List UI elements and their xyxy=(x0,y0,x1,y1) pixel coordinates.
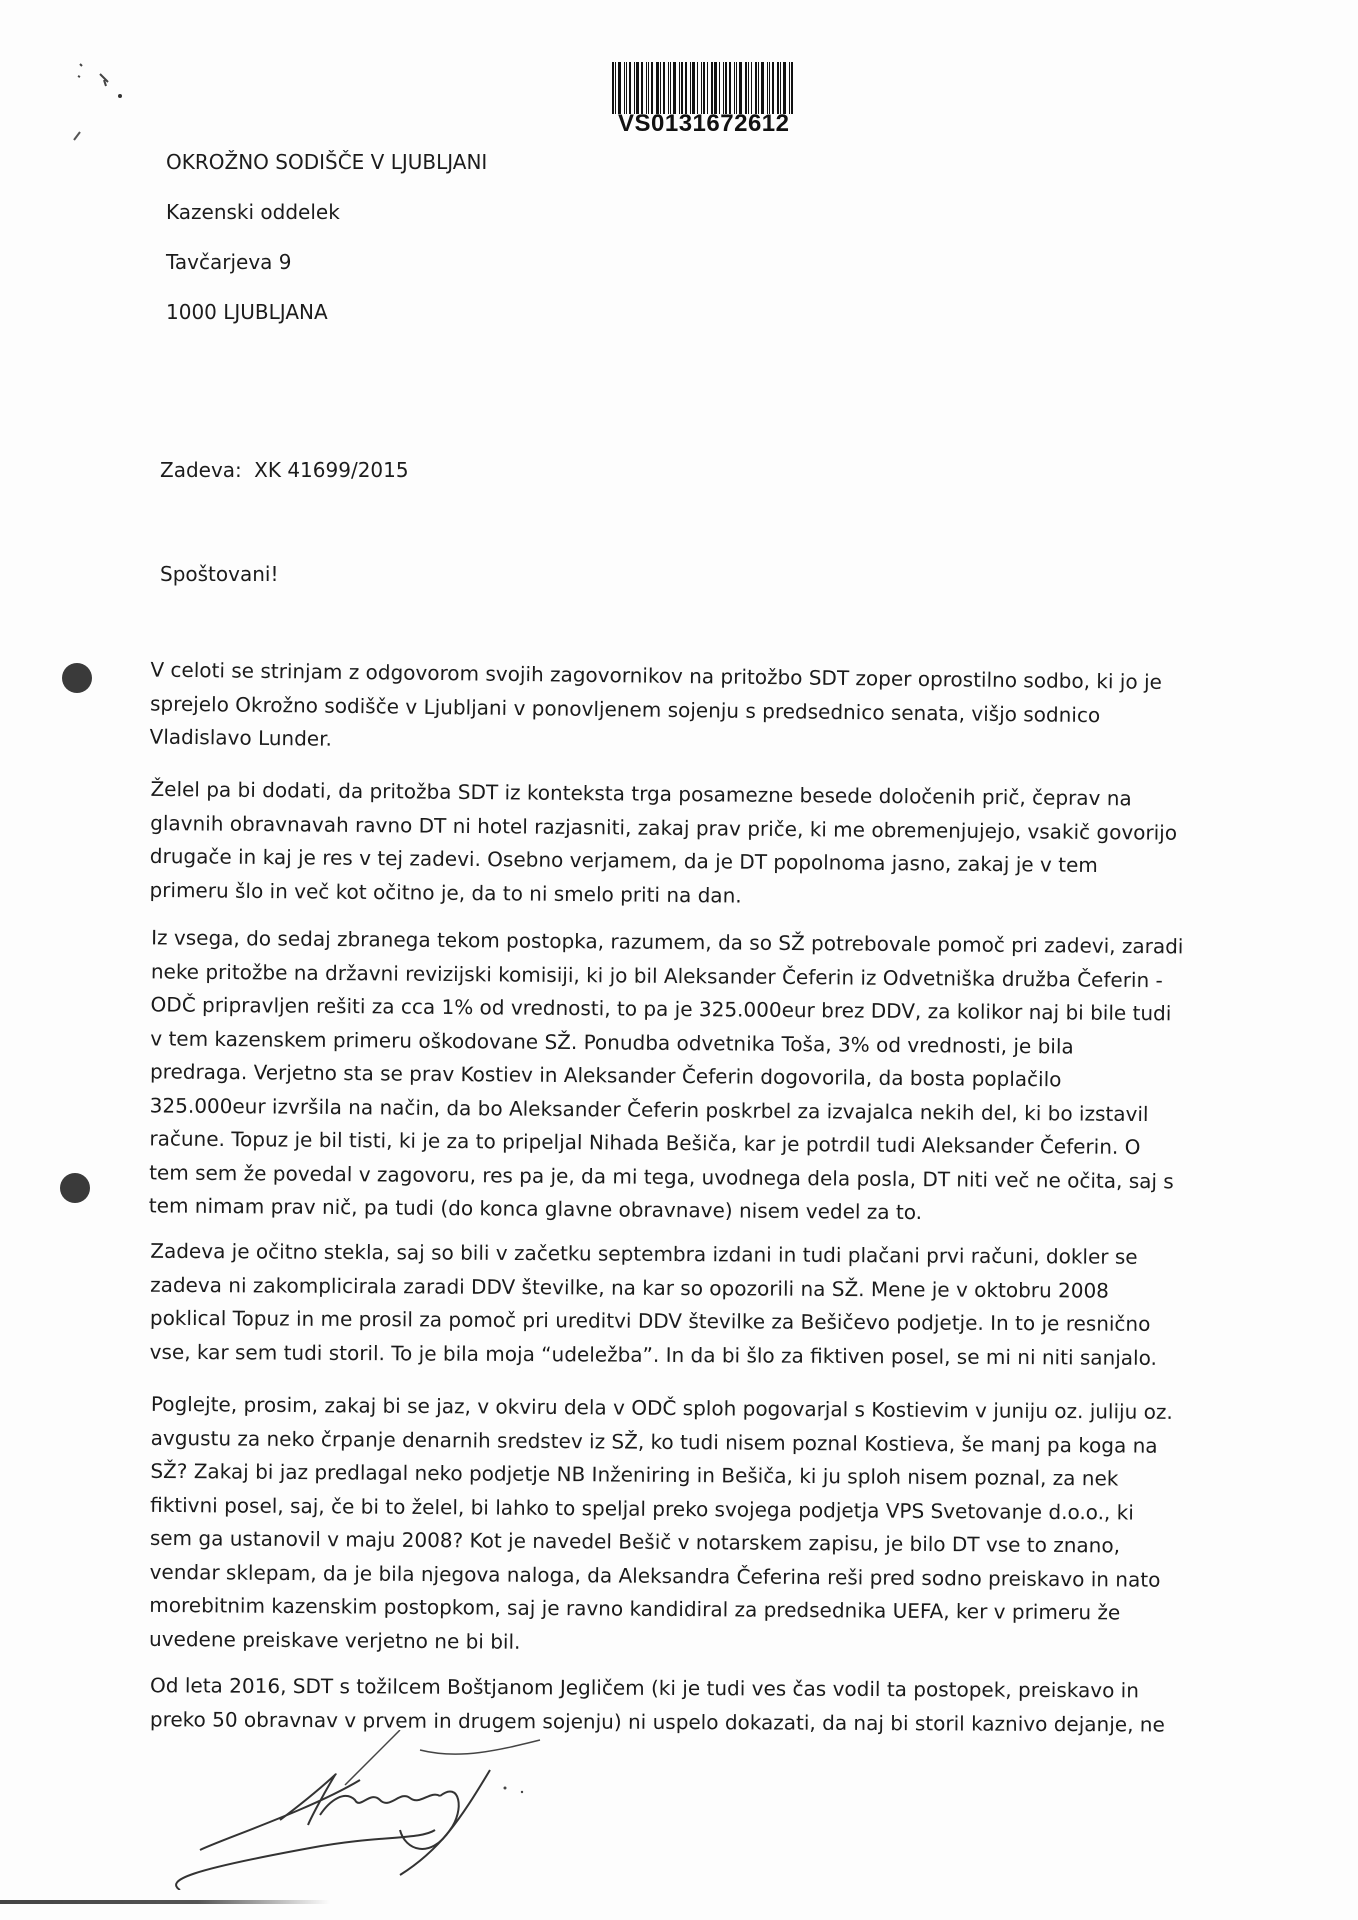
barcode-bar xyxy=(624,62,625,114)
barcode-bar xyxy=(626,62,627,114)
text-line: predraga. Verjetno sta se prav Kostiev in Aleksander Čeferin dogovorila, da bosta poplačilo xyxy=(149,1059,1062,1092)
salutation: Spoštovani! xyxy=(160,562,279,586)
barcode-bar xyxy=(656,62,659,114)
case-number: XK 41699/2015 xyxy=(254,458,409,482)
barcode-number: VS0131672612 xyxy=(618,110,790,137)
barcode-bar xyxy=(777,62,779,114)
text-line: zadeva ni zakomplicirala zaradi DDV številke, na kar so opozorili na SŽ. Mene je v oktobru 2008 xyxy=(150,1272,1110,1303)
barcode-bar xyxy=(714,62,717,114)
barcode-bar xyxy=(618,62,621,114)
barcode-bar xyxy=(719,62,720,114)
paragraph xyxy=(150,1235,1211,1375)
barcode-bar xyxy=(701,62,702,114)
paragraph xyxy=(149,1388,1211,1664)
barcode-bar xyxy=(761,62,764,114)
barcode-bar xyxy=(789,62,790,114)
barcode-bar xyxy=(751,62,752,114)
subject-label: Zadeva: xyxy=(160,458,242,482)
barcode-bar xyxy=(734,62,735,114)
barcode-bar xyxy=(758,62,759,114)
barcode-bar xyxy=(679,62,680,114)
text-line: neke pritožbe na državni revizijski komisiji, ki jo bil Aleksander Čeferin iz Odvetniška družba Čeferin - xyxy=(150,958,1163,992)
court-street: Tavčarjeva 9 xyxy=(166,250,292,274)
text-line: Od leta 2016, SDT s tožilcem Boštjanom Jegličem (ki je tudi ves čas vodil ta postopek, preiskavo in xyxy=(150,1673,1140,1703)
scan-edge-line xyxy=(0,1900,330,1904)
paragraph xyxy=(149,654,1210,767)
barcode-bar xyxy=(670,62,671,114)
barcode-bar xyxy=(723,62,724,114)
barcode-bar xyxy=(780,62,781,114)
text-line: tem nimam prav nič, pa tudi (do konca glavne obravnave) nisem vedel za to. xyxy=(148,1193,923,1225)
text-line: preko 50 obravnav v prvem in drugem sojenju) ni uspelo dokazati, da naj bi storil kaznivo dejanje, ne xyxy=(149,1706,1165,1737)
handwritten-signature-icon xyxy=(160,1730,720,1890)
barcode-bar xyxy=(636,62,639,114)
barcode-bar xyxy=(729,62,731,114)
text-line: račune. Topuz je bil tisti, ki je za to pripeljal Nihada Bešiča, kar je potrdil tudi Aleksander Čeferin. O xyxy=(149,1126,1141,1160)
text-line: avgustu za neko črpanje denarnih sredstev iz SŽ, ko tudi nisem poznal Kostieva, še manj pa koga na xyxy=(150,1425,1158,1458)
text-line: primeru šlo in več kot očitno je, da to ni smelo priti na dan. xyxy=(149,877,742,908)
text-line: fiktivni posel, saj, če bi to želel, bi lahko to speljal preko svojega podjetja VPS Svetovanje d.o.o., ki xyxy=(150,1492,1134,1525)
barcode-bar xyxy=(641,62,643,114)
text-line: Poglejte, prosim, zakaj bi se jaz, v okviru dela v ODČ sploh pogovarjal s Kostievim v juniju oz. juliju oz. xyxy=(150,1391,1173,1424)
barcode-bar xyxy=(736,62,737,114)
paragraph xyxy=(149,773,1210,917)
barcode-bar xyxy=(791,62,793,114)
barcode-bar xyxy=(703,62,705,114)
barcode-bar xyxy=(745,62,747,114)
subject-line xyxy=(160,458,409,482)
text-line: v tem kazenskem primeru oškodovane SŽ. Ponudba odvetnika Toša, 3% od vrednosti, je bila xyxy=(150,1025,1074,1058)
barcode-bar xyxy=(725,62,727,114)
text-line: V celoti se strinjam z odgovorom svojih zagovornikov na pritožbo SDT zoper oprostilno sodbo, ki jo je xyxy=(150,657,1163,694)
text-line: 325.000eur izvršila na način, da bo Aleksander Čeferin poskrbel za izvajalca nekih del, ki bo izstavil xyxy=(149,1092,1149,1126)
barcode-bar xyxy=(748,62,749,114)
barcode-bar xyxy=(668,62,669,114)
barcode-bar xyxy=(711,62,713,114)
barcode-bar xyxy=(629,62,631,114)
court-city: 1000 LJUBLJANA xyxy=(166,300,328,324)
text-line: vendar sklepam, da je bila njegova naloga, da Aleksandra Čeferina reši pred sodno preiskavo in nato xyxy=(149,1559,1161,1592)
barcode-bar xyxy=(651,62,653,114)
barcode-bar xyxy=(767,62,768,114)
barcode-bar xyxy=(673,62,676,114)
barcode-bar xyxy=(707,62,708,114)
text-line: poklical Topuz in me prosil za pomoč pri ureditvi DDV številke za Bešičevo podjetje. In to je resnično xyxy=(149,1305,1151,1336)
barcode-bar xyxy=(660,62,661,114)
barcode-bar xyxy=(663,62,665,114)
text-line: tem sem že povedal v zagovoru, res pa je, da mi tega, uvodnega dela posla, DT niti več ne očita, saj s xyxy=(149,1159,1174,1193)
barcode-bar xyxy=(648,62,649,114)
text-line: sem ga ustanovil v maju 2008? Kot je navedel Bešič v notarskem zapisu, je bilo DT vse to znano, xyxy=(149,1525,1121,1558)
text-line: vse, kar sem tudi storil. To je bila moja “udeležba”. In da bi šlo za fiktiven posel, se mi ni niti sanjalo. xyxy=(149,1339,1157,1370)
text-line: drugače in kaj je res v tej zadevi. Osebno verjamem, da je DT popolnoma jasno, zakaj je v tem xyxy=(149,843,1098,878)
barcode-bar xyxy=(783,62,786,114)
punch-hole-icon xyxy=(60,1173,90,1203)
barcode-bar xyxy=(769,62,770,114)
scan-speck-icon xyxy=(70,58,130,148)
text-line: Želel pa bi dodati, da pritožba SDT iz konteksta trga posamezne besede določenih prič, čeprav na xyxy=(150,776,1132,811)
barcode-bar xyxy=(690,62,691,114)
barcode-bar xyxy=(692,62,695,114)
barcode xyxy=(612,62,812,114)
punch-hole-icon xyxy=(62,663,92,693)
court-department: Kazenski oddelek xyxy=(166,200,340,224)
barcode-bar xyxy=(634,62,635,114)
barcode-bar xyxy=(681,62,683,114)
text-line: morebitnim kazenskim postopkom, saj je ravno kandidiral za predsednika UEFA, ker v primeru že xyxy=(149,1592,1121,1625)
court-name: OKROŽNO SODIŠČE V LJUBLJANI xyxy=(166,150,488,174)
barcode-bar xyxy=(739,62,742,114)
barcode-bar xyxy=(612,62,614,114)
text-line: SŽ? Zakaj bi jaz predlagal neko podjetje NB Inženiring in Bešiča, ki ju sploh nisem poznal, za nek xyxy=(150,1458,1119,1491)
scan-marks xyxy=(70,58,130,152)
barcode-bar xyxy=(615,62,616,114)
barcode-bar xyxy=(772,62,774,114)
barcode-bar xyxy=(697,62,698,114)
text-line: Zadeva je očitno stekla, saj so bili v začetku septembra izdani in tudi plačani prvi računi, dokler se xyxy=(150,1238,1138,1269)
text-line: uvedene preiskave verjetno ne bi bil. xyxy=(149,1626,521,1654)
text-line: Vladislavo Lunder. xyxy=(149,724,333,751)
barcode-bar xyxy=(646,62,647,114)
text-line: Iz vsega, do sedaj zbranega tekom postopka, razumem, da so SŽ potrebovale pomoč pri zadevi, zaradi xyxy=(151,925,1184,959)
text-line: glavnih obravnavah ravno DT ni hotel razjasniti, zakaj prav priče, ki me obremenjujejo, vsakič govorijo xyxy=(150,810,1178,845)
barcode-bar xyxy=(755,62,757,114)
paragraph xyxy=(149,921,1212,1232)
barcode-bar xyxy=(685,62,687,114)
text-line: sprejelo Okrožno sodišče v Ljubljani v ponovljenem sojenju s predsednico senata, višjo sodnico xyxy=(149,691,1101,727)
text-line: ODČ pripravljen rešiti za cca 1% od vrednosti, to pa je 325.000eur brez DDV, za kolikor naj bi bile tudi xyxy=(150,992,1172,1026)
